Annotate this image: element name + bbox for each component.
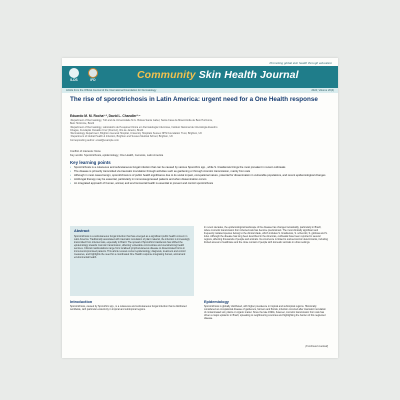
- affiliation-line: ¹Department of Dermatology, Tuft and da Universidade M.G. Bolsas Santa Isabel, Santa Casa da Misericórdia de Belo Horizonte,: [70, 119, 213, 122]
- journal-page: [62, 58, 338, 358]
- author-affiliations: [70, 119, 316, 142]
- introduction-text: Sporotrichosis, caused by Sporothrix spp., is a cutaneous and subcutaneous fungal infection that is distributed worldwide, with particular endemicity in tropical and subtropical regions.: [70, 305, 187, 312]
- ilds-logo: [66, 68, 82, 84]
- affiliation-line: Corresponding author: email@example.com: [70, 138, 119, 142]
- epidemiology-heading: Epidemiology: [204, 300, 229, 304]
- key-points-list: [70, 166, 328, 185]
- abstract-heading: Abstract: [74, 229, 90, 233]
- key-point-item: • Antifungal therapy may be essential, particularly in immunosuppressed patients and when dissemination occurs: [70, 178, 328, 182]
- key-point-item: • Although in most cases benign, sporotrichosis is of public health significance due to its social impact, occupational nature, potential for dissemination in vulnerable populations, and recent epidemiological changes: [70, 174, 328, 178]
- article-authors: Eduardo M. M. Rocha¹·², David L. Chandler³·⁴: [70, 114, 141, 118]
- key-point-item: • An integrated approach of human, animal, and environmental health is essential to prevent and control sporotrichosis: [70, 182, 328, 186]
- affiliation-line: ⁴Department of Global Health & Infection, Brighton and Sussex Medical School, Brighton, UK: [70, 135, 173, 139]
- ifd-logo: [85, 68, 101, 84]
- journal-title: [137, 69, 299, 81]
- continued-note: (Continued overleaf): [305, 345, 328, 348]
- conflict-of-interests: Conflict of interests: None: [70, 150, 101, 153]
- ifd-logo-text: IFD: [90, 78, 96, 82]
- ifd-logo-mark: [88, 68, 98, 78]
- affiliation-line: ²Department of Dermatology, Laboratório de Pesquisa Clínica em Dermatologia Infecciosa, Instituto Nacional de Infectologia Evandro: [70, 125, 218, 129]
- ilds-logo-text: ILDS: [70, 78, 78, 82]
- journal-subheader: [62, 88, 338, 93]
- epidemiology-text: Sporotrichosis is globally distributed, with higher prevalence in tropical and subtropical regions. Historically considered an occupational disease of gardeners, farmers and florists, infection occurred after traumatic inoculation of contaminated soil, plants or organic matter. Since the late 1990s, however, zoonotic transmission from cats has driven a major epidemic in Brazil, spreading to neighbouring countries and highlighting the burden of this neglected disease.: [204, 305, 326, 321]
- affiliation-line: Chagas, Fundação Oswaldo Cruz (Fiocruz), Rio de Janeiro, Brazil: [70, 128, 144, 132]
- ilds-logo-mark: [69, 68, 79, 78]
- abstract-text: Sporotrichosis is a subcutaneous fungal infection that has emerged as a significant public health concern in Latin America. Traditionally associated with traumatic inoculation of plant material, the infection is increasingly transmitted from infected cats, especially in Brazil. The spread of Sporothrix brasiliensis has shifted the epidemiology towards zoonotic transmission, affecting vulnerable communities and overwhelming health services. Clinical manifestations range from localised lymphocutaneous disease to disseminated forms in immunocompromised patients. This article reviews current epidemiology, diagnosis, treatment and control measures, and highlights the need for a coordinated One Health response integrating human, animal and environmental health.: [74, 234, 190, 260]
- affiliation-line: ³Dermatology Department, Brighton General Hospital, University Hospitals Sussex NHS Foundation Trust, Brighton, UK: [70, 132, 203, 136]
- key-words: Key words: Sporotrichosis, epidemiology, One Health, zoonosis, Latin America: [70, 154, 164, 157]
- journal-affiliation-line: Article from the Official Journal of the International Foundation for Dermatology: [66, 88, 157, 92]
- key-points-heading: Key learning points: [70, 160, 111, 165]
- introduction-heading: Introduction: [70, 300, 93, 304]
- article-title: The rise of sporotrichosis in Latin America: urgent need for a One Health response: [70, 96, 318, 103]
- key-point-item: • The disease is primarily transmitted via traumatic inoculation through activities such as gardening or through zoonotic transmission, mainly from cats: [70, 170, 328, 174]
- journal-title-rest: Skin Health Journal: [198, 69, 299, 81]
- key-point-item: • Sporotrichosis is a cutaneous and subcutaneous fungal infection that can be caused by various Sporothrix spp., while S. brasiliensis brings the most prevalent in recent outbreaks: [70, 166, 328, 170]
- right-column-text: In recent decades, the epidemiological landscape of the disease has changed remarkably, particularly in Brazil, where zoonotic transmission from infected cats has become predominant. The most clinically significant and frequently isolated species belong to the clinical clade, which includes S. brasiliensis, S. schenckii, S. globosa and S. luriei. Although the disease has long been described in the Americas, outbreaks have been reported in several regions, affecting thousands of people and animals. Its occurrence is linked to socioeconomic determinants, including limited access to healthcare and the close contact of people with domestic animals in urban settings.: [204, 226, 328, 245]
- affiliation-line: Belo Horizonte, Brazil: [70, 122, 95, 126]
- journal-tagline: Promoting global skin health through education: [269, 61, 332, 65]
- abstract-box: [70, 226, 194, 296]
- journal-title-community: Community: [137, 69, 196, 81]
- journal-volume: 2024; Volume 20(4): [311, 88, 334, 92]
